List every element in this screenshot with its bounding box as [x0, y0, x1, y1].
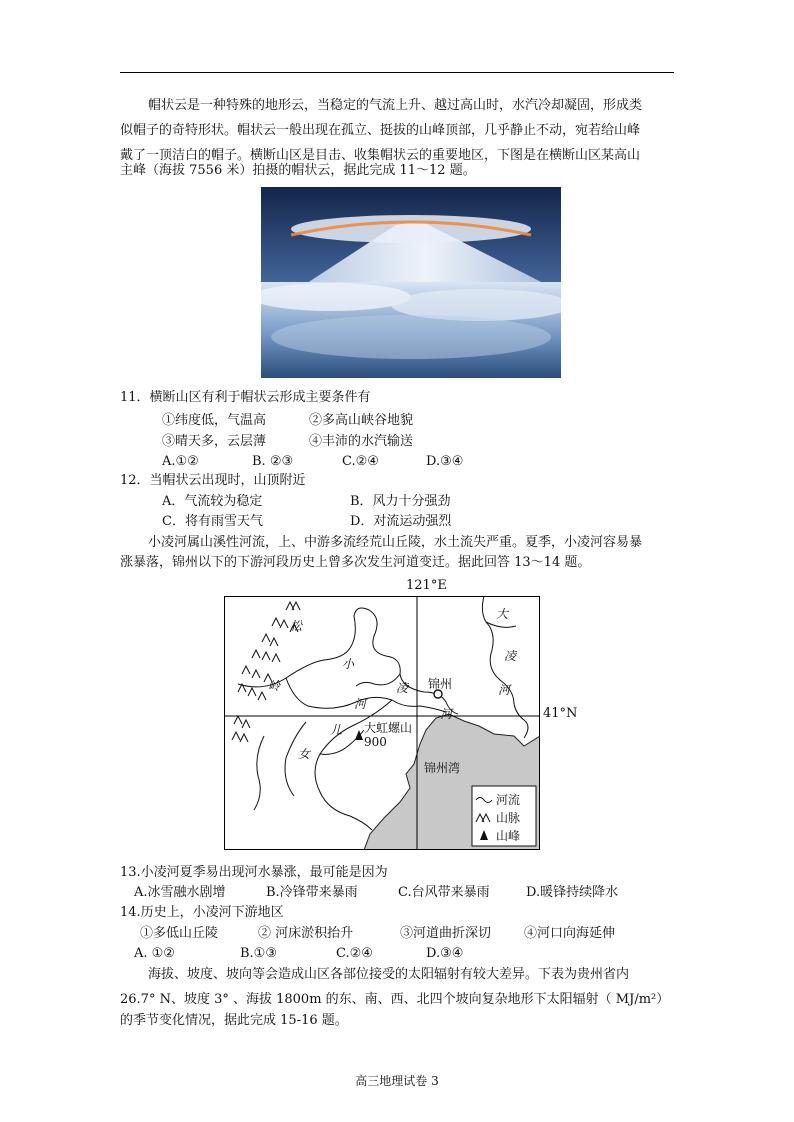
- label-peak-elev: 900: [364, 735, 387, 749]
- q14-opt-2: ② 河床淤积抬升: [258, 926, 354, 941]
- legend-peak: 山峰: [496, 829, 521, 843]
- intro3-line-2: 26.7° N、坡度 3° 、海拔 1800m 的东、南、西、北四个坡向复杂地形下太阳辐射（ MJ/m²）: [120, 992, 670, 1007]
- intro2-line-2: 涨暴落，锦州以下的下游河段历史上曾多次发生河道变迁。据此回答 13～14 题。: [120, 555, 591, 570]
- q13-stem: 13.小凌河夏季易出现河水暴涨，最可能是因为: [120, 865, 388, 880]
- q14-opt-3: ③河道曲折深切: [400, 926, 492, 941]
- q12-choice-a: A．气流较为稳定: [162, 494, 263, 509]
- q11-stem: 11．横断山区有利于帽状云形成主要条件有: [120, 390, 371, 405]
- intro1-line-4: 主峰（海拔 7556 米）拍摄的帽状云，据此完成 11～12 题。: [120, 163, 476, 178]
- intro3-line-1: 海拔、坡度、坡向等会造成山区各部位接受的太阳辐射有较大差异。下表为贵州省内: [148, 967, 630, 982]
- label-peak-name: 大虹螺山: [364, 721, 413, 735]
- intro1-line-2: 似帽子的奇特形状。帽状云一般出现在孤立、挺拔的山峰顶部，几乎静止不动，宛若给山峰: [120, 123, 641, 138]
- longitude-label: 121°E: [406, 578, 447, 593]
- q14-choice-b: B.①③: [240, 946, 277, 961]
- label-he-2: 河: [440, 707, 453, 721]
- q14-choice-d: D.③④: [426, 946, 464, 961]
- q14-opt-4: ④河口向海延伸: [524, 926, 616, 941]
- header-rule: [120, 72, 674, 73]
- legend-mountain: 山脉: [496, 811, 521, 825]
- jinzhou-city-marker: [434, 690, 442, 698]
- q13-choice-d: D.暖锋持续降水: [526, 885, 619, 900]
- peak-marker: [355, 730, 363, 740]
- cap-cloud-illustration: [261, 187, 561, 378]
- map-svg: [224, 596, 540, 850]
- page-footer: 高三地理试卷 3: [355, 1074, 439, 1088]
- intro2-line-1: 小凌河属山溪性河流，上、中游多流经荒山丘陵，水土流失严重。夏季，小凌河容易暴: [148, 535, 643, 550]
- q14-choice-c: C.②④: [336, 946, 373, 961]
- label-jinzhou: 锦州: [428, 677, 453, 691]
- nuer-river: [315, 700, 392, 830]
- q13-choice-c: C.台风带来暴雨: [398, 885, 490, 900]
- q11-choice-c: C.②④: [342, 454, 379, 469]
- label-xiao: 小: [342, 657, 355, 671]
- legend-river: 河流: [496, 793, 521, 807]
- intro3-line-3: 的季节变化情况，据此完成 15-16 题。: [120, 1013, 348, 1028]
- q11-choice-b: B. ②③: [252, 454, 294, 469]
- latitude-label: 41°N: [543, 706, 578, 721]
- label-he-3: 河: [498, 683, 511, 697]
- q11-opt-2: ②多高山峡谷地貌: [309, 413, 414, 428]
- cap-cloud-photo: [261, 187, 561, 378]
- label-er: 儿: [330, 723, 343, 737]
- q12-choice-c: C．将有雨雪天气: [162, 514, 263, 529]
- map-legend: [472, 786, 536, 846]
- q11-opt-3: ③晴天多，云层薄: [162, 434, 267, 449]
- q13-choice-a: A.冰雪融水剧增: [134, 885, 226, 900]
- q11-opt-4: ④丰沛的水汽输送: [309, 434, 414, 449]
- label-ling-mountain: 岭: [268, 679, 281, 693]
- label-song: 松: [290, 619, 303, 633]
- label-da: 大: [496, 607, 509, 621]
- label-ling-river: 凌: [396, 681, 409, 695]
- label-nu: 女: [298, 747, 311, 761]
- q12-stem: 12．当帽状云出现时，山顶附近: [120, 473, 306, 488]
- q12-choice-b: B．风力十分强劲: [350, 494, 451, 509]
- q11-choice-d: D.③④: [426, 454, 464, 469]
- q13-choice-b: B.冷锋带来暴雨: [266, 885, 358, 900]
- q11-opt-1: ①纬度低，气温高: [162, 413, 267, 428]
- q11-choice-a: A.①②: [162, 454, 199, 469]
- q14-stem: 14.历史上，小凌河下游地区: [120, 905, 284, 920]
- intro1-line-1: 帽状云是一种特殊的地形云，当稳定的气流上升、越过高山时，水汽冷却凝固，形成类: [148, 98, 643, 113]
- q12-choice-d: D．对流运动强烈: [350, 514, 452, 529]
- intro1-line-3: 戴了一顶洁白的帽子。横断山区是目击、收集帽状云的重要地区，下图是在横断山区某高山: [120, 148, 641, 163]
- label-bay: 锦州湾: [424, 761, 461, 775]
- xiaoling-river-map: [224, 596, 540, 850]
- q14-opt-1: ①多低山丘陵: [140, 926, 219, 941]
- label-ling-2: 凌: [504, 649, 517, 663]
- label-he-1: 河: [354, 697, 367, 711]
- q14-choice-a: A. ①②: [134, 946, 175, 961]
